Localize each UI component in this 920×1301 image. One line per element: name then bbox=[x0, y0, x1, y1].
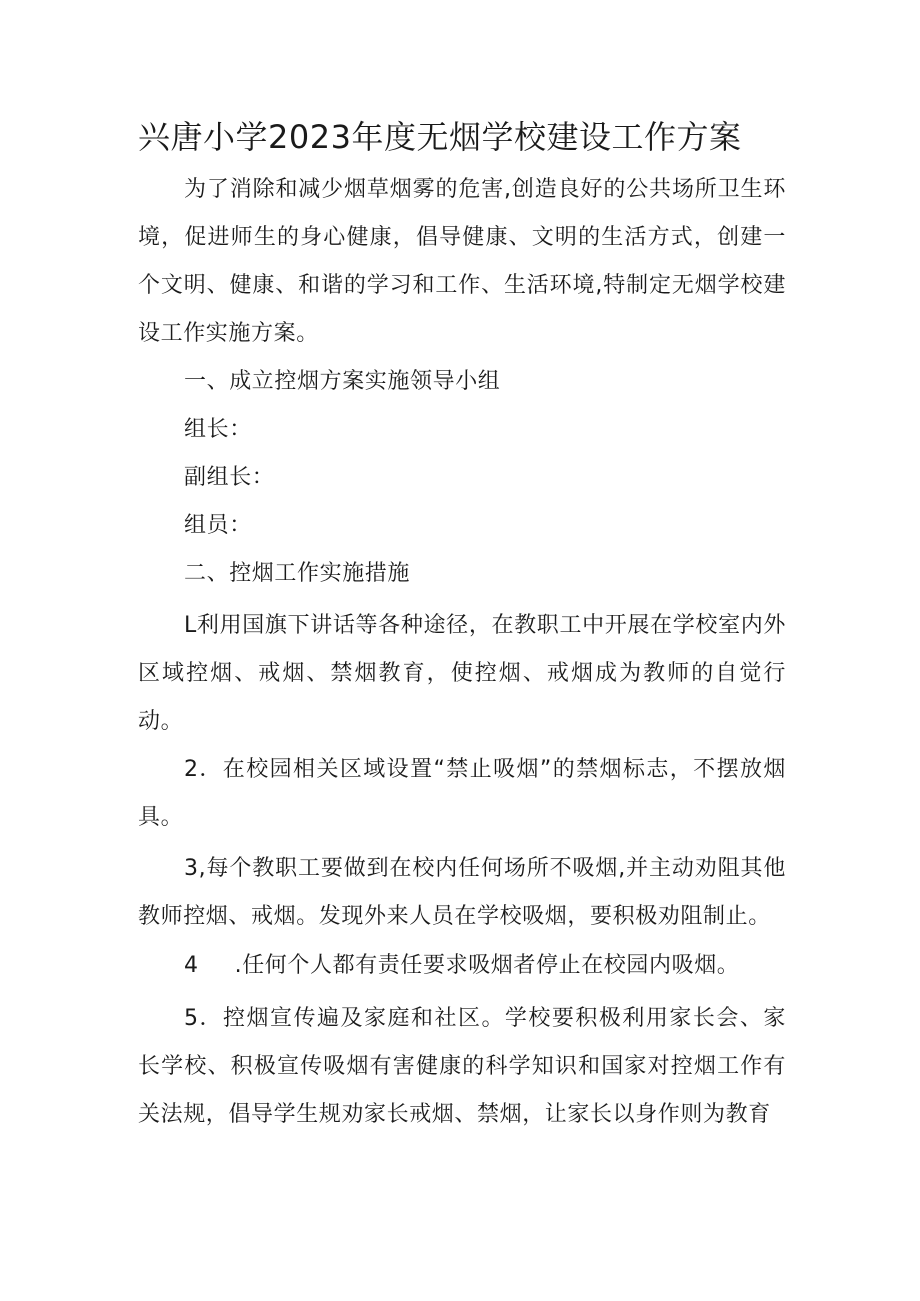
document-title: 兴唐小学2023年度无烟学校建设工作方案 bbox=[138, 118, 742, 156]
section-1-heading: 一、成立控烟方案实施领导小组 bbox=[184, 369, 501, 394]
leader-field: 组长： bbox=[184, 417, 252, 442]
members-field: 组员： bbox=[184, 513, 252, 538]
measure-item-3: 3,每个教职工要做到在校内任何场所不吸烟,并主动劝阻其他教师控烟、戒烟。发现外来人员在学校吸烟，要积极劝阻制止。 bbox=[138, 856, 786, 929]
measure-item-4-text: .任何个人都有责任要求吸烟者停止在校园内吸烟。 bbox=[234, 953, 740, 978]
intro-paragraph: 为了消除和减少烟草烟雾的危害,创造良好的公共场所卫生环境，促进师生的身心健康，倡导健康、文明的生活方式，创建一个文明、健康、和谐的学习和工作、生活环境,特制定无烟学校建设工作实施方案。 bbox=[138, 177, 786, 346]
measure-item-4-number: 4 bbox=[184, 953, 199, 978]
deputy-leader-field: 副组长： bbox=[184, 465, 275, 490]
measure-item-4 bbox=[184, 942, 739, 990]
measure-item-2: 2．在校园相关区域设置“禁止吸烟”的禁烟标志，不摆放烟具。 bbox=[138, 757, 786, 830]
measure-item-5: 5．控烟宣传遍及家庭和社区。学校要积极利用家长会、家长学校、积极宣传吸烟有害健康的科学知识和国家对控烟工作有关法规，倡导学生规劝家长戒烟、禁烟，让家长以身作则为教育 bbox=[138, 1006, 786, 1127]
measure-item-1: L利用国旗下讲话等各种途径，在教职工中开展在学校室内外区域控烟、戒烟、禁烟教育，使控烟、戒烟成为教师的自觉行动。 bbox=[138, 613, 786, 734]
section-2-heading: 二、控烟工作实施措施 bbox=[184, 561, 411, 586]
